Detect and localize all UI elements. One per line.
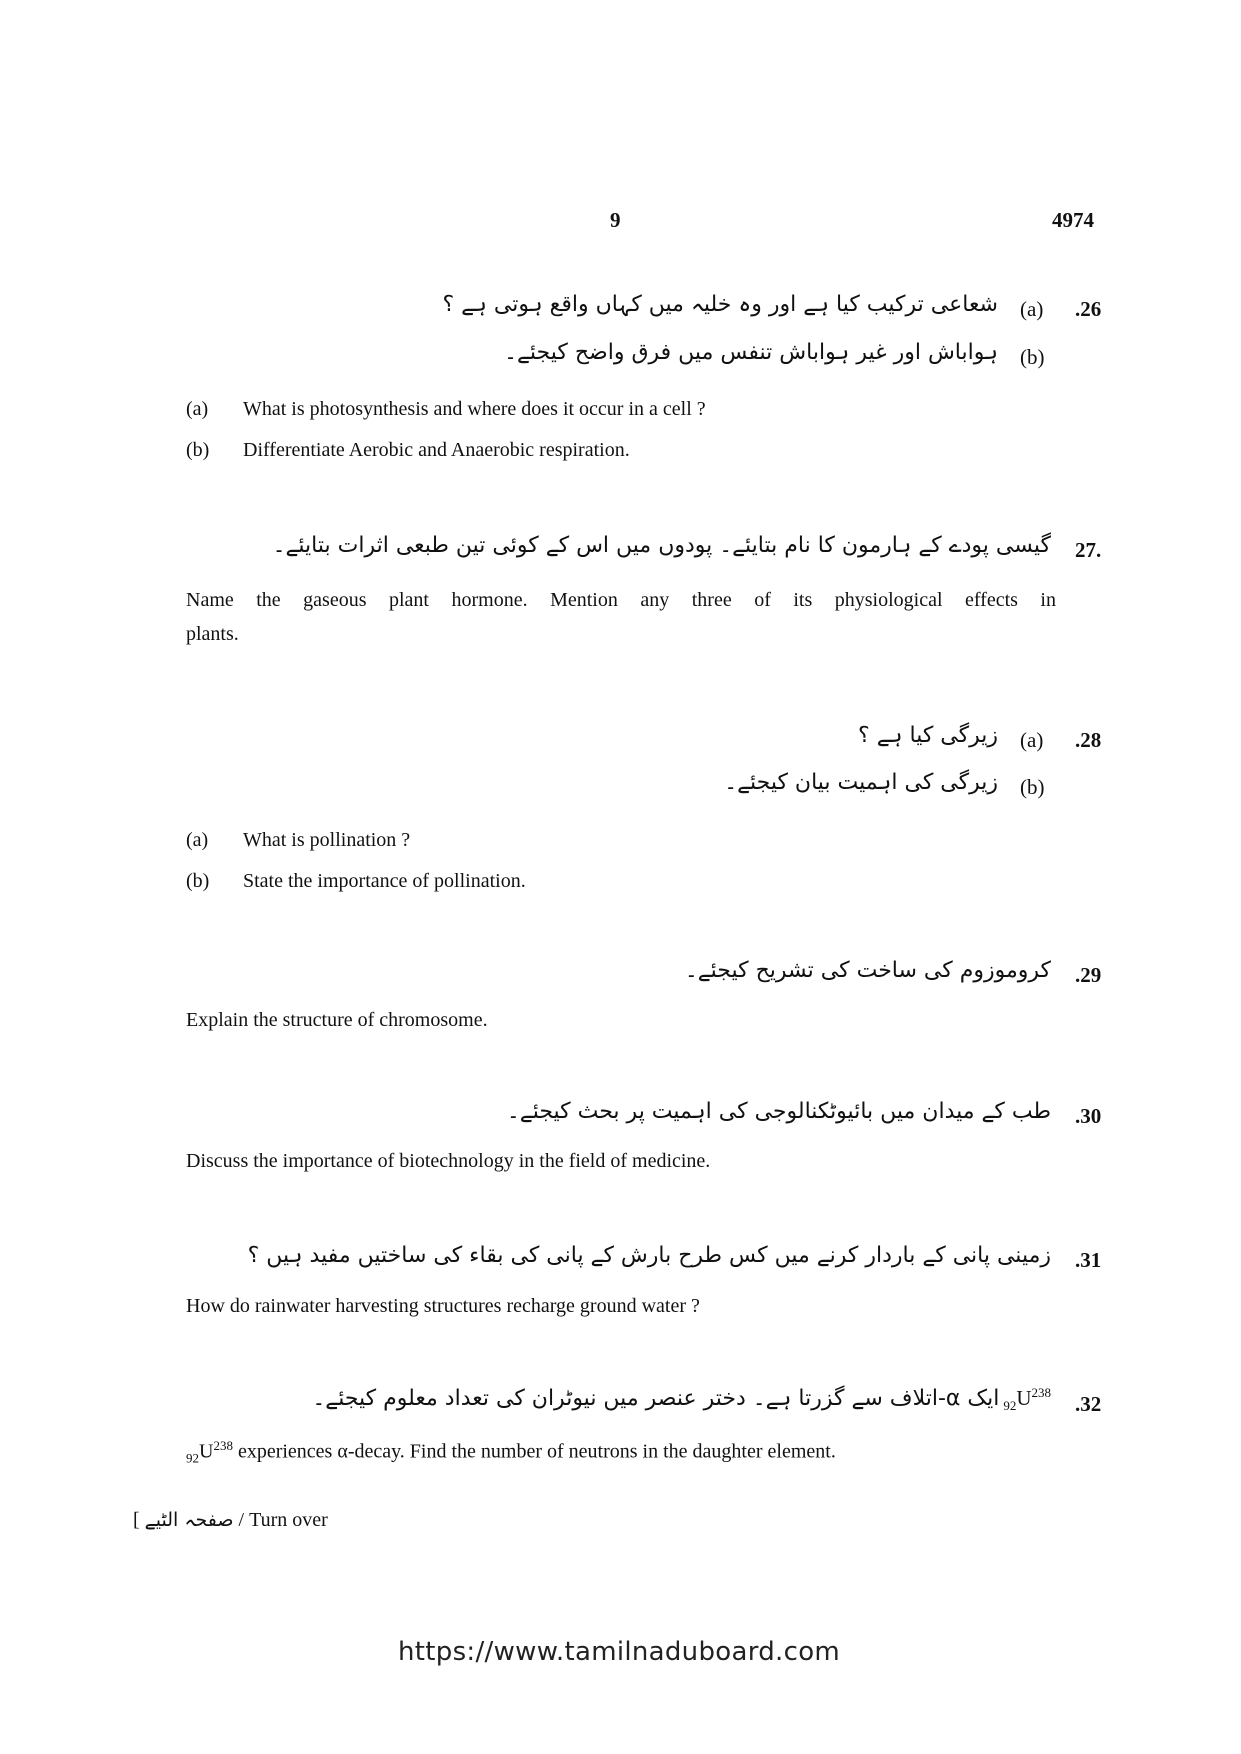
paper-code: 4974 xyxy=(1052,208,1094,232)
english-question-27-line2: plants. xyxy=(186,623,239,645)
english-part-label-a: (a) xyxy=(186,398,209,420)
question-number-29: .29 xyxy=(1075,963,1102,987)
page-number: 9 xyxy=(610,208,621,232)
english-question-29: Explain the structure of chromosome. xyxy=(186,1009,488,1031)
english-part-label-a: (a) xyxy=(186,829,209,851)
english-part-label-b: (b) xyxy=(186,439,210,461)
question-number-26: .26 xyxy=(1075,297,1102,321)
english-question-26a: What is photosynthesis and where does it occur in a cell ? xyxy=(243,398,706,420)
urdu-question-26a: شعاعی ترکیب کیا ہے اور وہ خلیہ میں کہاں واقع ہوتی ہے ؟ xyxy=(442,292,998,317)
question-number-30: .30 xyxy=(1075,1104,1102,1128)
urdu-question-28b: زیرگی کی اہمیت بیان کیجئے۔ xyxy=(724,770,998,795)
urdu-question-26b: ہواباش اور غیر ہواباش تنفس میں فرق واضح کیجئے۔ xyxy=(504,340,998,365)
question-number-32: .32 xyxy=(1075,1392,1102,1416)
question-number-31: .31 xyxy=(1075,1248,1102,1272)
english-question-31: How do rainwater harvesting structures recharge ground water ? xyxy=(186,1295,700,1317)
footer-url-link[interactable]: https://www.tamilnaduboard.com xyxy=(398,1637,841,1667)
urdu-part-label-a: (a) xyxy=(1020,297,1044,321)
english-question-28b: State the importance of pollination. xyxy=(243,870,526,892)
question-number-28: .28 xyxy=(1075,728,1102,752)
turn-over-note: [ صفحہ الٹیے / Turn over xyxy=(133,1509,328,1531)
english-question-32: $_{92}U^{238}$ experiences α-decay. Find the number of neutrons in the daughter element. xyxy=(186,1438,836,1466)
urdu-question-28a: زیرگی کیا ہے ؟ xyxy=(858,723,998,748)
urdu-part-label-b: (b) xyxy=(1020,345,1045,369)
urdu-question-32-text: ایک α-اتلاف سے گزرتا ہے۔ دختر عنصر میں نیوٹران کی تعداد معلوم کیجئے۔ xyxy=(312,1386,1000,1411)
urdu-question-30: طب کے میدان میں بائیوٹکنالوجی کی اہمیت پر بحث کیجئے۔ xyxy=(506,1099,1051,1124)
urdu-part-label-a: (a) xyxy=(1020,728,1044,752)
english-question-26b: Differentiate Aerobic and Anaerobic respiration. xyxy=(243,439,630,461)
question-number-27: 27. xyxy=(1075,538,1102,562)
english-part-label-b: (b) xyxy=(186,870,210,892)
urdu-question-29: کروموزوم کی ساخت کی تشریح کیجئے۔ xyxy=(684,958,1051,983)
english-question-28a: What is pollination ? xyxy=(243,829,411,851)
urdu-question-32 xyxy=(312,1385,1051,1414)
english-question-27-line1: Name the gaseous plant hormone. Mention any three of its physiological effects in xyxy=(186,589,1056,611)
uranium-notation: $_{92}U^{238}$ xyxy=(1003,1385,1051,1414)
english-question-30: Discuss the importance of biotechnology in the field of medicine. xyxy=(186,1150,711,1172)
urdu-question-31: زمینی پانی کے باردار کرنے میں کس طرح بارش کے پانی کی بقاء کی ساختیں مفید ہیں ؟ xyxy=(247,1243,1051,1268)
urdu-part-label-b: (b) xyxy=(1020,775,1045,799)
urdu-question-27: گیسی پودے کے ہارمون کا نام بتایئے۔ پودوں میں اس کے کوئی تین طبعی اثرات بتایئے۔ xyxy=(272,533,1051,558)
